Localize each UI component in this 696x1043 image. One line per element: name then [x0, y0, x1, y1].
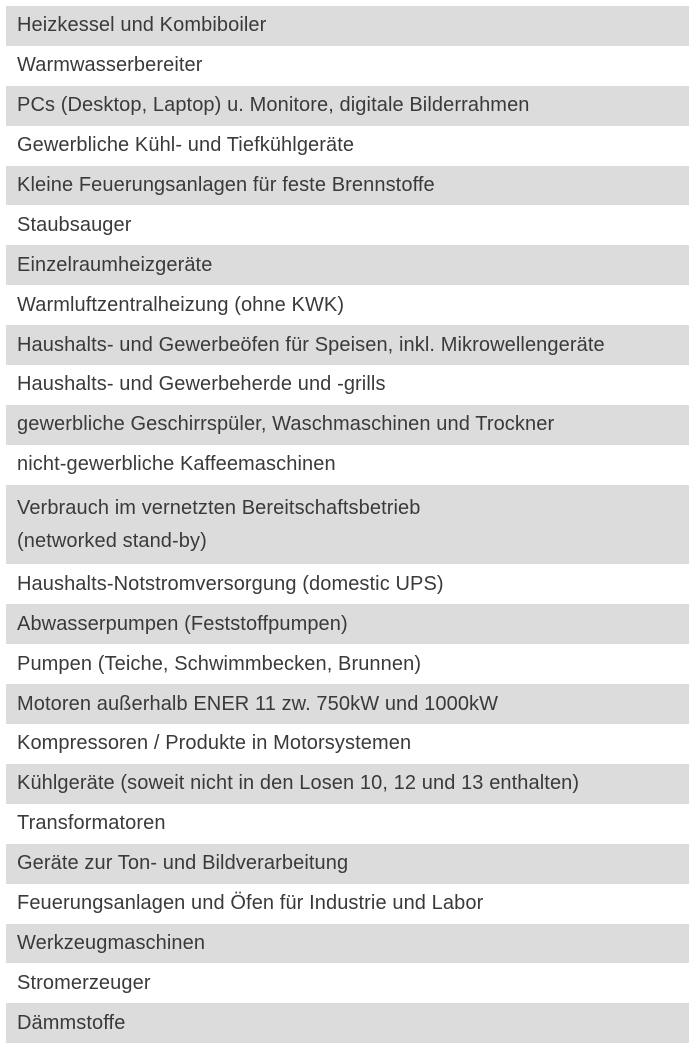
- list-item-text-line2: (networked stand-by): [17, 529, 207, 552]
- list-item-text: Haushalts- und Gewerbeöfen für Speisen, inkl. Mikrowellengeräte: [17, 333, 605, 356]
- list-item-text: Pumpen (Teiche, Schwimmbecken, Brunnen): [17, 652, 422, 675]
- list-item: [6, 325, 689, 365]
- list-item-text: Motoren außerhalb ENER 11 zw. 750kW und 1000kW: [17, 692, 499, 715]
- list-item: [6, 285, 689, 325]
- list-item: [6, 46, 689, 86]
- list-item-text: Geräte zur Ton- und Bildverarbeitung: [17, 852, 349, 875]
- list-item: [6, 724, 689, 764]
- list-item-text: Warmwasserbereiter: [17, 54, 203, 77]
- list-item: [6, 1003, 689, 1043]
- list-item-text: Gewerbliche Kühl- und Tiefkühlgeräte: [17, 134, 355, 157]
- list-item: [6, 564, 689, 604]
- list-item: [6, 644, 689, 684]
- list-item-text: nicht-gewerbliche Kaffeemaschinen: [17, 453, 336, 476]
- list-item-text: Kleine Feuerungsanlagen für feste Brennstoffe: [17, 174, 435, 196]
- list-item: [6, 884, 689, 924]
- list-item-text: Transformatoren: [17, 812, 166, 835]
- list-item: [6, 804, 689, 844]
- list-item: [6, 405, 689, 445]
- list-item: [6, 844, 689, 884]
- list-item: [6, 963, 689, 1003]
- list-item-text: Kompressoren / Produkte in Motorsystemen: [17, 732, 412, 755]
- list-item-text: Einzelraumheizgeräte: [17, 253, 213, 276]
- list-item-text: Haushalts- und Gewerbeherde und -grills: [17, 373, 386, 396]
- list-item: [6, 365, 689, 405]
- list-item: [6, 485, 689, 565]
- product-group-list: [6, 6, 689, 1043]
- list-item-text: Heizkessel und Kombiboiler: [17, 14, 267, 37]
- list-item-text: Kühlgeräte (soweit nicht in den Losen 10, 12 und 13 enthalten): [17, 772, 580, 795]
- list-item-text: Staubsauger: [17, 213, 132, 236]
- list-item: [6, 764, 689, 804]
- list-item-text: Verbrauch im vernetzten Bereitschaftsbetrieb: [17, 496, 421, 519]
- list-item: [6, 205, 689, 245]
- list-item-text: Werkzeugmaschinen: [17, 931, 206, 954]
- list-item: [6, 924, 689, 964]
- list-item-text: Haushalts-Notstromversorgung (domestic UPS): [17, 572, 444, 595]
- list-item: [6, 604, 689, 644]
- list-item: [6, 445, 689, 485]
- list-item: [6, 245, 689, 285]
- list-item-text: Abwasserpumpen (Feststoffpumpen): [17, 612, 348, 635]
- list-item-text: gewerbliche Geschirrspüler, Waschmaschinen und Trockner: [17, 413, 555, 436]
- list-item-text: Warmluftzentralheizung (ohne KWK): [17, 293, 345, 316]
- list-item: [6, 86, 689, 126]
- list-item: [6, 166, 689, 206]
- list-item-text: PCs (Desktop, Laptop) u. Monitore, digitale Bilderrahmen: [17, 94, 530, 117]
- list-item: [6, 684, 689, 724]
- list-item-text: Stromerzeuger: [17, 971, 151, 994]
- list-item-text: Dämmstoffe: [17, 1011, 126, 1034]
- list-item-text: Feuerungsanlagen und Öfen für Industrie und Labor: [17, 892, 484, 915]
- list-item: [6, 6, 689, 46]
- list-item: [6, 126, 689, 166]
